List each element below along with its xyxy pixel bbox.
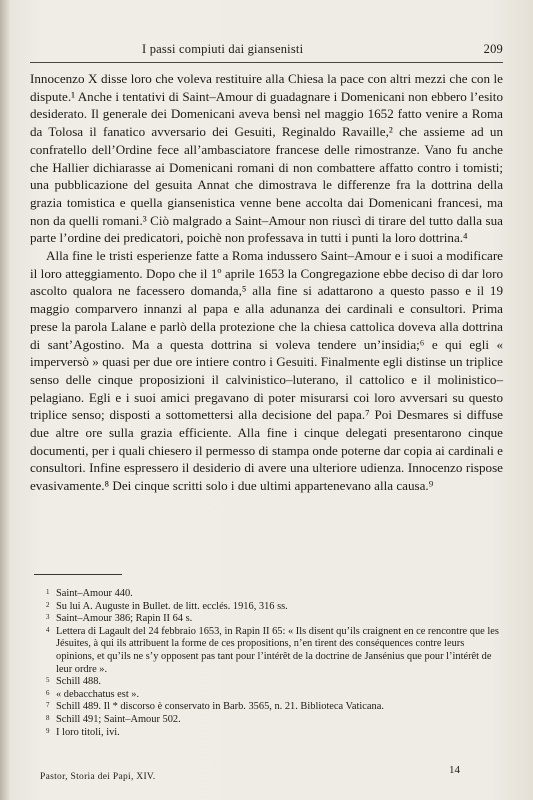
signature-mark: 14: [449, 764, 460, 776]
footnote-text: Saint–Amour 386; Rapin II 64 s.: [56, 613, 193, 625]
footnote-text: Schill 489. Il * discorso è conservato in Barb. 3565, n. 21. Biblioteca Vaticana.: [56, 701, 384, 713]
paragraph-2: Alla fine le tristi esperienze fatte a Roma indussero Saint–Amour e i suoi a modificare il loro atteggiamento. Dopo che il 1º aprile 1653 la Congregazione ebbe deciso di dar loro ascolto qualora ne facessero domanda,⁵ alla fine si adattarono a questo passo e il 19 maggio comparvero innanzi al papa e alla adunanza dei cardinali e consultori. Prima prese la parola Lalane e parlò della protezione che la chiesa cattolica doveva alla dottrina di sant’Agostino. Ma a questa dottrina si voleva tendere un’insidia;⁶ e qui egli « imperversò » quasi per due ore intiere contro i Gesuiti. Finalmente egli distinse un triplice senso delle cinque proposizioni il calvinistico–luterano, il cattolico e il molinistico–pelagiano. Egli e i suoi amici pregavano di poter misurarsi coi loro avversari su questo triplice senso; disposti a sottomettersi alla decisione del papa.⁷ Poi Desmares si diffuse due altre ore sulla grazia efficiente. Alla fine i cinque delegati presentarono cinque documenti, per i quali chiesero il permesso di stampa onde poterne dar copia ai cardinali e consultori. Infine espressero il desiderio di avere una ulteriore udienza. Innocenzo rispose evasivamente.⁸ Dei cinque scritti solo i due ultimi appartenevano alla causa.⁹: [30, 248, 503, 494]
source-line: Pastor, Storia dei Papi, XIV.: [40, 772, 156, 782]
footnote-rule: [34, 574, 122, 575]
footnote: [30, 689, 503, 702]
footnote-number: 9: [46, 726, 50, 735]
paragraph-1: Innocenzo X disse loro che voleva restituire alla Chiesa la pace con altri mezzi che con le dispute.¹ Anche i tentativi di Saint–Amour di guadagnare i Domenicani non ebbero l’esito desiderato. Il generale dei Domenicani aveva bensì nel maggio 1652 fatto venire a Roma da Tolosa il fanatico avversario dei Gesuiti, Reginaldo Ravaille,² che assieme ad un confratello dell’Ordine fece all’ambasciatore francese delle rimostranze. Vano fu anche che Hallier dichiarasse ai Domenicani romani di non combattere affatto contro i tomisti; una pubblicazione del gesuita Annat che dimostrava le differenze fra la dottrina della grazia tomistica e quella giansenistica venne bene accolta dai Domenicani francesi, ma non da quelli romani.³ Ciò malgrado a Saint–Amour non riuscì di tirare del tutto dalla sua parte l’ordine dei predicatori, poichè non professava in tutti i punti la loro dottrina.⁴: [30, 71, 503, 246]
main-text: [30, 70, 503, 495]
footnote: [30, 588, 503, 601]
footnote-number: 7: [46, 701, 50, 710]
header-rule: [30, 62, 503, 63]
footnote-text: I loro titoli, ivi.: [56, 726, 120, 738]
footnote: [30, 601, 503, 614]
footnote-text: « debacchatus est ».: [56, 688, 140, 700]
footnote: [30, 727, 503, 740]
footnote-number: 6: [46, 688, 50, 697]
footnotes: [30, 588, 503, 739]
footnote-number: 3: [46, 613, 50, 622]
page-gutter-shadow: [0, 0, 10, 800]
footnote-text: Su lui A. Auguste in Bullet. de litt. ecclés. 1916, 316 ss.: [56, 600, 288, 612]
footnote-number: 5: [46, 676, 50, 685]
footnote-number: 8: [46, 713, 50, 722]
footnote-number: 2: [46, 600, 50, 609]
running-title: I passi compiuti dai giansenisti: [142, 42, 304, 56]
footnote-text: Lettera di Lagault del 24 febbraio 1653, in Rapin II 65: « Ils disent qu’ils craignent en ce rencontre que les Jésuites, à qui ils attribuent la forme de ces propositions, n’en tirent des conséquences contre leurs opinions, et qu’ils ne s’y opposent pas tant pour l’intérêt de la doctrine de Jansénius que pour l’intérêt de leur ordre ».: [56, 625, 499, 675]
footnote: [30, 626, 503, 676]
page-number: 209: [483, 42, 503, 56]
footnote-number: 4: [46, 625, 50, 634]
footnote: [30, 676, 503, 689]
footnote-number: 1: [46, 588, 50, 596]
footnote-text: Schill 488.: [56, 676, 102, 688]
footnote: [30, 701, 503, 714]
footnote: [30, 613, 503, 626]
footnote-text: Schill 491; Saint–Amour 502.: [56, 713, 181, 725]
footnote-text: Saint–Amour 440.: [56, 588, 133, 599]
footnote: [30, 714, 503, 727]
